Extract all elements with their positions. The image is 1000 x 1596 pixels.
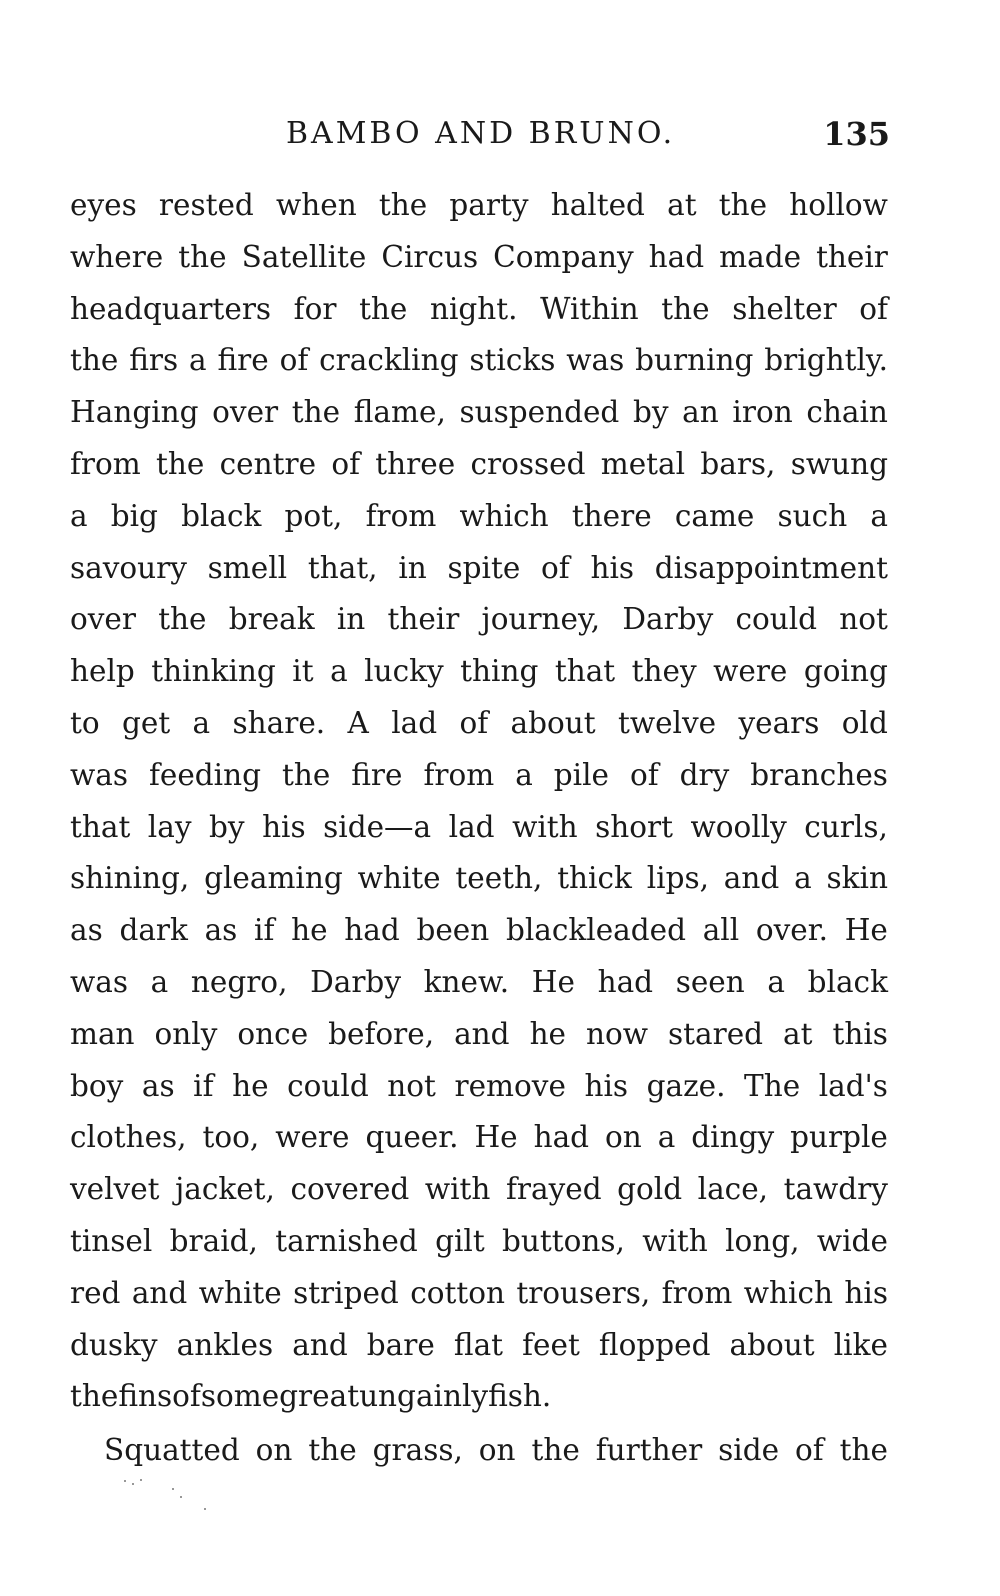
text-line: was feeding the fire from a pile of dry branches <box>70 757 888 792</box>
text-line: that lay by his side—a lad with short woolly curls, <box>70 809 888 844</box>
text-line: headquarters for the night. Within the shelter of <box>70 291 888 326</box>
text-line: over the break in their journey, Darby could not <box>70 602 888 637</box>
body-text <box>70 180 888 1477</box>
text-line: the firs a fire of crackling sticks was burning brightly. <box>70 343 888 378</box>
text-line: man only once before, and he now stared at this <box>70 1016 888 1051</box>
text-line: tinsel braid, tarnished gilt buttons, with long, wide <box>70 1223 888 1258</box>
text-line: Hanging over the flame, suspended by an iron chain <box>70 395 888 430</box>
page-number: 135 <box>823 115 890 153</box>
text-line: savoury smell that, in spite of his disappointment <box>70 550 888 585</box>
text-line: to get a share. A lad of about twelve years old <box>70 705 888 740</box>
text-line: boy as if he could not remove his gaze. The lad's <box>70 1068 888 1103</box>
text-line: where the Satellite Circus Company had made their <box>70 239 888 274</box>
text-line: help thinking it a lucky thing that they were going <box>70 654 888 689</box>
text-line: was a negro, Darby knew. He had seen a black <box>70 964 888 999</box>
text-line: clothes, too, were queer. He had on a dingy purple <box>70 1120 888 1155</box>
text-line: from the centre of three crossed metal bars, swung <box>70 446 888 481</box>
running-head <box>70 110 890 158</box>
paragraph <box>70 180 888 1423</box>
text-line: as dark as if he had been blackleaded all over. He <box>70 913 888 948</box>
text-line: Squatted on the grass, on the further side of the <box>104 1433 888 1468</box>
text-line: red and white striped cotton trousers, from which his <box>70 1275 888 1310</box>
running-title: BAMBO AND BRUNO. <box>286 116 676 151</box>
text-line: velvet jacket, covered with frayed gold lace, tawdry <box>70 1172 888 1207</box>
text-line: shining, gleaming white teeth, thick lips, and a skin <box>70 861 888 896</box>
paragraph <box>70 1425 888 1477</box>
paper-specks <box>120 1474 210 1514</box>
text-line: eyes rested when the party halted at the hollow <box>70 188 888 222</box>
text-line: a big black pot, from which there came such a <box>70 498 888 533</box>
text-line: the fins of some great ungainly fish. <box>70 1379 552 1414</box>
text-line: dusky ankles and bare flat feet flopped about like <box>70 1327 888 1362</box>
